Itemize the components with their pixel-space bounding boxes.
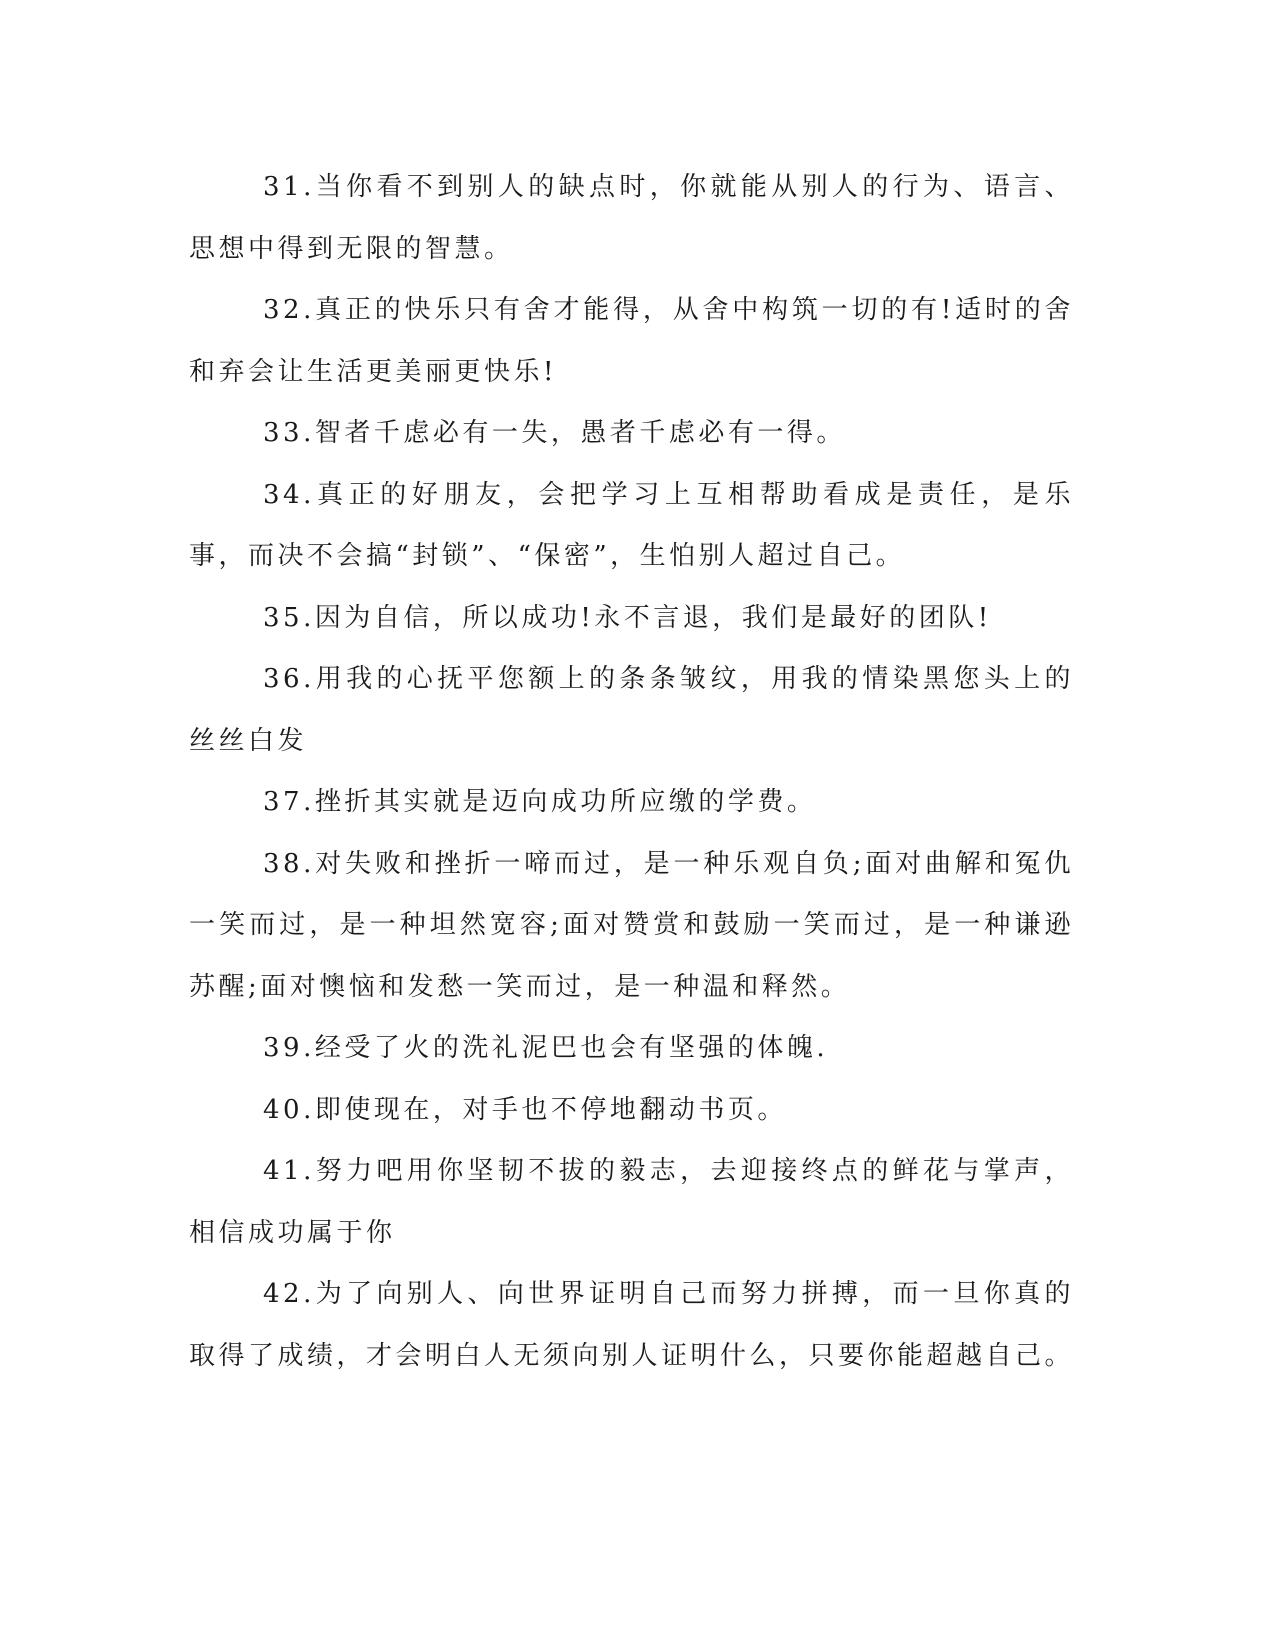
quote-item-40: 40.即使现在，对手也不停地翻动书页。 xyxy=(263,1094,787,1125)
quote-item-39: 39.经受了火的洗礼泥巴也会有坚强的体魄. xyxy=(263,1033,829,1063)
quote-item-36: 36.用我的心抚平您额上的条条皱纹，用我的情染黑您头上的丝丝白发 xyxy=(189,664,1074,756)
quote-item-37: 37.挫折其实就是迈向成功所应缴的学费。 xyxy=(263,787,817,817)
quote-item-35: 35.因为自信，所以成功!永不言退，我们是最好的团队! xyxy=(263,602,992,633)
quote-item-41: 41.努力吧用你坚韧不拔的毅志，去迎接终点的鲜花与掌声，相信成功属于你 xyxy=(189,1156,1074,1248)
quote-item-33: 33.智者千虑必有一失，愚者千虑必有一得。 xyxy=(263,418,846,448)
quote-item-31: 31.当你看不到别人的缺点时，你就能从别人的行为、语言、思想中得到无限的智慧。 xyxy=(189,172,1074,264)
quote-item-34: 34.真正的好朋友，会把学习上互相帮助看成是责任，是乐事，而决不会搞“封锁”、“保密”，生怕别人超过自己。 xyxy=(189,479,1074,571)
quote-item-32: 32.真正的快乐只有舍才能得，从舍中构筑一切的有!适时的舍和弃会让生活更美丽更快乐! xyxy=(189,295,1074,387)
quote-item-42: 42.为了向别人、向世界证明自己而努力拼搏，而一旦你真的取得了成绩，才会明白人无须向别人证明什么，只要你能超越自己。 xyxy=(189,1279,1075,1371)
document-body xyxy=(189,157,1074,1387)
quote-item-38: 38.对失败和挫折一啼而过，是一种乐观自负;面对曲解和冤仇一笑而过，是一种坦然宽容;面对赞赏和鼓励一笑而过，是一种谦逊苏醒;面对懊恼和发愁一笑而过，是一种温和释然。 xyxy=(189,848,1074,1002)
